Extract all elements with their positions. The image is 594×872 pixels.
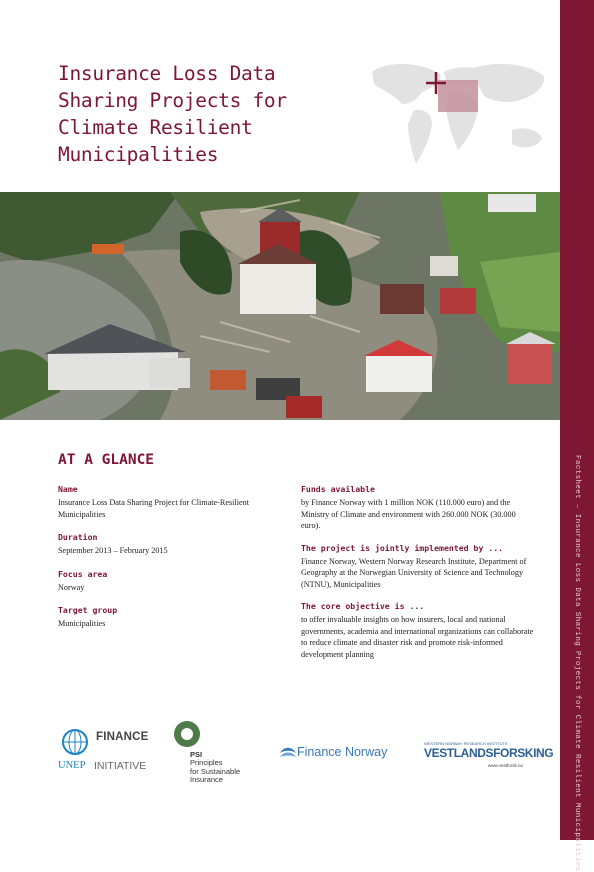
world-map-icon [362,52,552,172]
fact-value: September 2013 – February 2015 [58,546,168,555]
vf-name-text: VESTLANDSFORSKING [424,746,554,760]
finance-norway-mark-icon [280,746,296,760]
title-line-3: Climate Resilient [58,116,253,139]
fact-block-objective [301,601,536,660]
fact-block-funds [301,484,536,532]
page-title [58,60,358,168]
section-heading: AT A GLANCE [58,452,155,468]
psi-abbr-text: PSI [190,750,203,759]
left-column [58,484,283,642]
un-emblem-icon [58,727,92,757]
fact-value: Insurance Loss Data Sharing Project for Climate-Resilient Municipalities [58,498,249,519]
fact-block-duration [58,532,283,557]
psi-logo [172,719,262,783]
fact-label: Duration [58,532,98,542]
title-line-2: Sharing Projects for [58,89,287,112]
psi-name-text [190,759,240,785]
title-line-4: Municipalities [58,143,219,166]
finance-norway-text: Finance Norway [297,745,388,759]
fact-label: Target group [58,605,118,615]
fact-value: Finance Norway, Western Norway Research Institute, Department of Geography at the Norwegian University of Science and Technology (NTNU), Municipalities [301,556,527,589]
psi-line-2: for Sustainable [190,766,241,776]
sidebar-vertical-text: Factsheet – Insurance Loss Data Sharing Projects for Climate Resilient Municipalities [573,455,581,872]
fact-block-focus-area [58,569,283,594]
fact-label: The project is jointly implemented by ... [301,542,504,553]
unep-fi-logo [58,727,150,775]
fact-value: by Finance Norway with 1 million NOK (110.000 euro) and the Ministry of Climate and environment with 260.000 NOK (30.000 euro). [301,498,516,530]
fact-label: Name [58,484,78,494]
unep-prefix-text: UNEP [58,760,86,771]
vf-url-text: www.vestforsk.no [488,763,524,768]
psi-line-3: Insurance [190,775,223,784]
fact-block-target-group [58,605,283,630]
unep-finance-text: FINANCE [96,731,149,743]
fact-block-name [58,484,283,520]
fact-label: The core objective is ... [301,601,425,611]
fact-label: Focus area [58,568,108,579]
title-line-1: Insurance Loss Data [58,62,276,85]
partner-logos [0,715,560,785]
fact-block-implementers [301,543,536,591]
fact-value: Norway [58,582,85,592]
flood-photo [0,192,560,420]
finance-norway-logo [280,745,405,765]
unep-initiative-text: INITIATIVE [94,760,147,772]
fact-value: Municipalities [58,619,106,628]
psi-emblem-icon [172,719,202,749]
fact-label: Funds available [301,484,375,494]
vf-subtitle-text: WESTERN NORWAY RESEARCH INSTITUTE [424,741,508,746]
fact-value: to offer invaluable insights on how insurers, local and national governments, academia and international organizations can collaborate to reduce climate and disaster risk and promote risk-informed development planning [301,615,534,659]
right-column [301,484,536,671]
psi-line-1: Principles [190,758,223,767]
vestlandsforsking-logo [424,741,554,777]
